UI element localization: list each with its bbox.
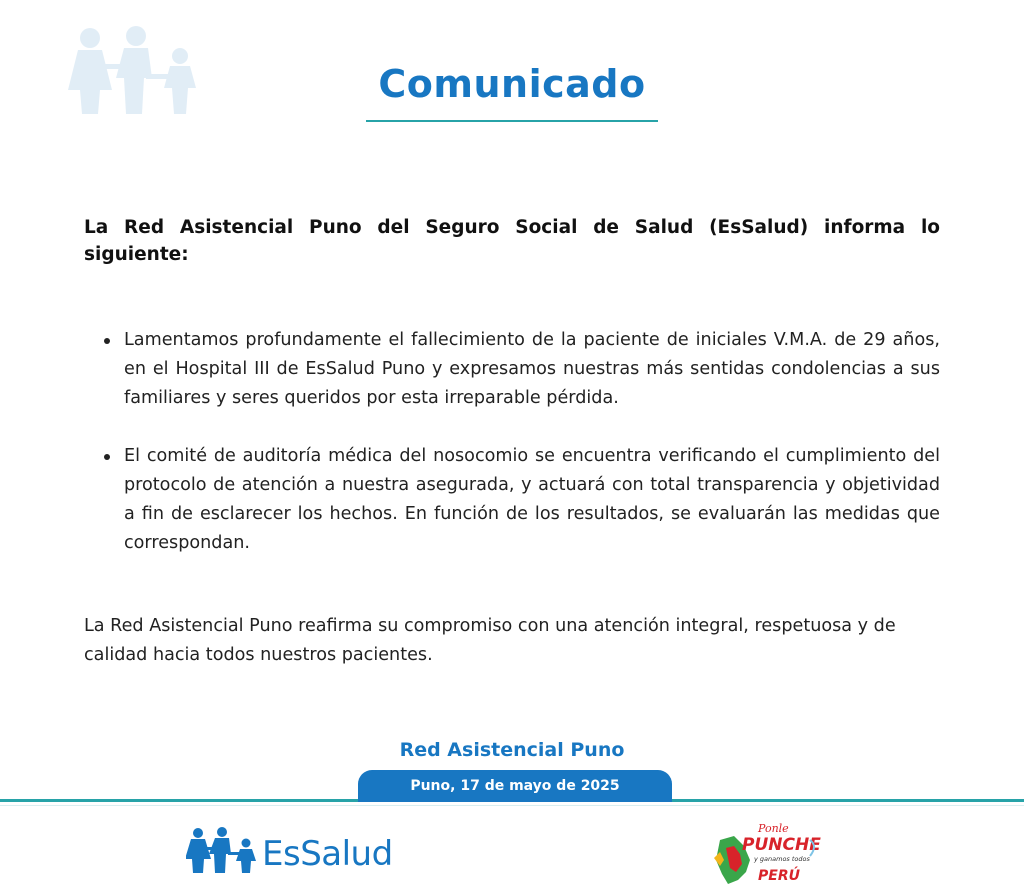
title-underline xyxy=(366,120,658,122)
family-silhouette-icon xyxy=(186,826,258,876)
campaign-text-3: y ganamos todos xyxy=(754,855,810,863)
intro-paragraph: La Red Asistencial Puno del Seguro Social de Salud (EsSalud) informa lo siguiente: xyxy=(84,217,940,265)
campaign-logo xyxy=(706,818,824,888)
bullet-icon xyxy=(104,454,110,460)
brand-name: EsSalud xyxy=(262,834,393,874)
list-item-text: Lamentamos profundamente el fallecimiento de la paciente de iniciales V.M.A. de 29 años, en el Hospital III de EsSalud Puno y expresamos nuestras más sentidas condolencias a sus familiares y seres queridos por esta irreparable pérdida. xyxy=(124,330,940,408)
page-title: Comunicado xyxy=(378,62,646,106)
footer-divider-right xyxy=(672,799,1024,802)
bullet-icon xyxy=(104,338,110,344)
essalud-logo xyxy=(186,824,393,876)
date-text: Puno, 17 de mayo de 2025 xyxy=(410,778,620,794)
footer-divider-thin xyxy=(0,805,1024,806)
footer-divider-left xyxy=(0,799,360,802)
signature-organization: Red Asistencial Puno xyxy=(399,739,625,761)
campaign-text-2: PUNCHE xyxy=(742,835,821,855)
date-badge xyxy=(358,770,672,802)
campaign-text-1: Ponle xyxy=(758,822,789,835)
list-item-text: El comité de auditoría médica del nosocomio se encuentra verificando el cumplimiento del protocolo de atención a nuestra asegurada, y actuará con total transparencia y objetividad a fin de esclarecer los hechos. En función de los resultados, se evaluarán las medidas que correspondan. xyxy=(124,446,940,553)
list-item xyxy=(100,326,940,413)
closing-paragraph: La Red Asistencial Puno reafirma su compromiso con una atención integral, respetuosa y de calidad hacia todos nuestros pacientes. xyxy=(84,616,896,665)
list-item xyxy=(100,442,940,558)
campaign-text-4: PERÚ xyxy=(758,868,800,884)
statement-list xyxy=(100,326,940,587)
